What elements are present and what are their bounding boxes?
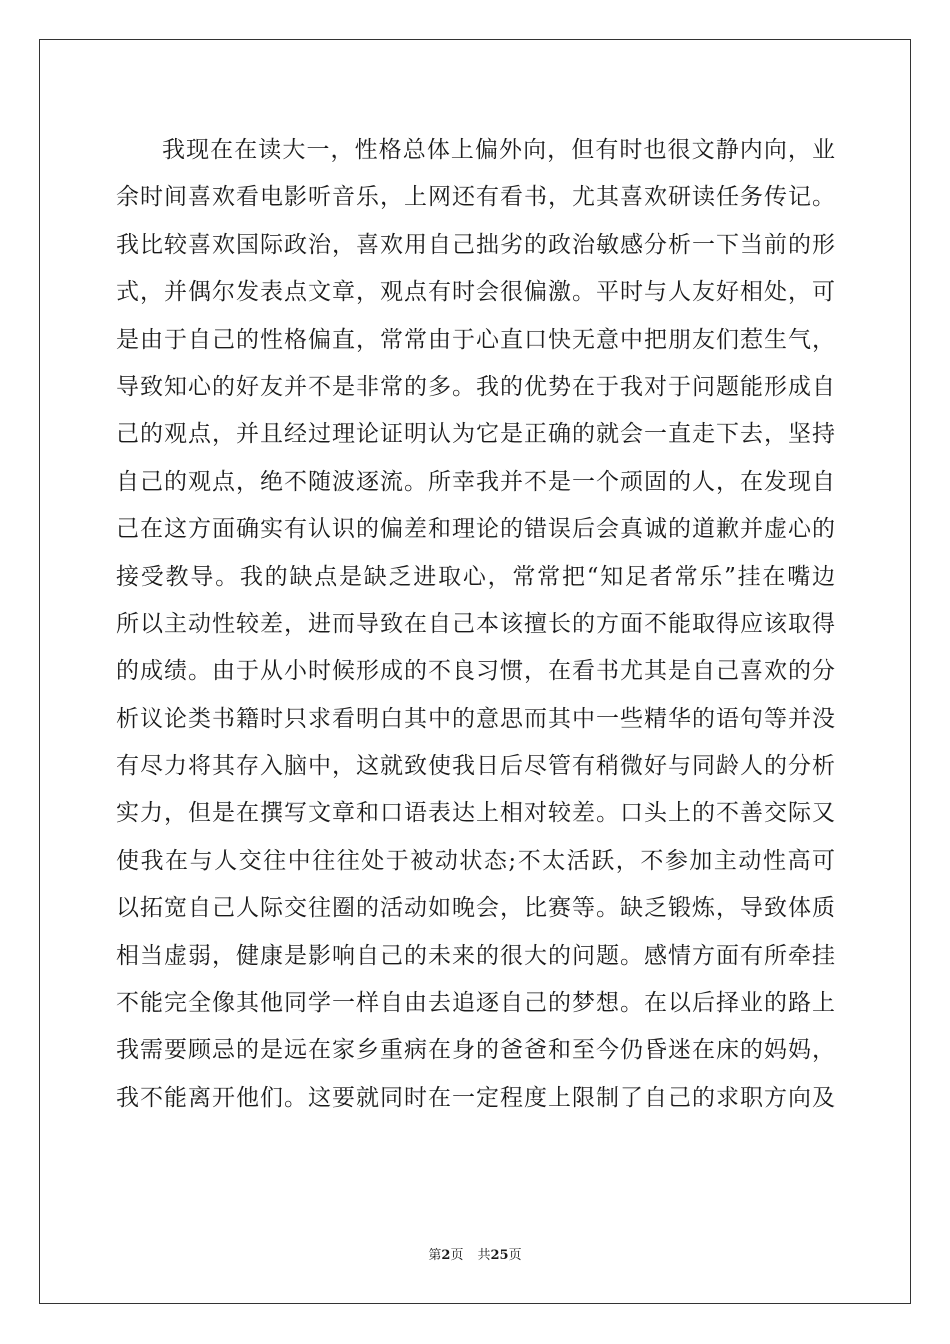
text-line: 相当虚弱，健康是影响自己的未来的很大的问题。感情方面有所牵挂	[116, 942, 836, 969]
text-line: 余时间喜欢看电影听音乐，上网还有看书，尤其喜欢研读任务传记。	[116, 184, 836, 211]
text-line: 自己的观点，绝不随波逐流。所幸我并不是一个顽固的人，在发现自	[116, 468, 836, 495]
total-suffix: 页	[508, 1248, 522, 1263]
text-line: 导致知心的好友并不是非常的多。我的优势在于我对于问题能形成自	[116, 373, 836, 400]
text-line: 己在这方面确实有认识的偏差和理论的错误后会真诚的道歉并虚心的	[116, 516, 836, 543]
body-text	[116, 127, 836, 1122]
text-line: 所以主动性较差，进而导致在自己本该擅长的方面不能取得应该取得	[116, 610, 836, 637]
text-line: 以拓宽自己人际交往圈的活动如晚会，比赛等。缺乏锻炼，导致体质	[116, 895, 836, 922]
page-footer	[0, 1244, 950, 1263]
text-line: 的成绩。由于从小时候形成的不良习惯，在看书尤其是自己喜欢的分	[116, 658, 836, 685]
total-pages: 25	[490, 1248, 509, 1263]
text-line: 我现在在读大一，性格总体上偏外向，但有时也很文静内向，业	[162, 137, 836, 163]
page-prefix: 第	[428, 1248, 442, 1263]
total-prefix: 共	[477, 1248, 491, 1263]
page-number: 2	[441, 1248, 451, 1263]
text-line: 接受教导。我的缺点是缺乏进取心，常常把“知足者常乐”挂在嘴边	[116, 563, 836, 590]
text-line: 我需要顾忌的是远在家乡重病在身的爸爸和至今仍昏迷在床的妈妈，	[116, 1037, 836, 1064]
page-suffix: 页	[450, 1248, 464, 1263]
text-line: 我比较喜欢国际政治，喜欢用自己拙劣的政治敏感分析一下当前的形	[116, 231, 836, 258]
text-line: 式，并偶尔发表点文章，观点有时会很偏激。平时与人友好相处，可	[116, 279, 836, 306]
text-line: 不能完全像其他同学一样自由去追逐自己的梦想。在以后择业的路上	[116, 990, 836, 1017]
text-line: 己的观点，并且经过理论证明认为它是正确的就会一直走下去，坚持	[116, 421, 836, 448]
text-line: 使我在与人交往中往往处于被动状态;不太活跃，不参加主动性高可	[116, 847, 836, 874]
text-line: 是由于自己的性格偏直，常常由于心直口快无意中把朋友们惹生气，	[116, 326, 836, 353]
text-line: 有尽力将其存入脑中，这就致使我日后尽管有稍微好与同龄人的分析	[116, 753, 836, 780]
text-line: 我不能离开他们。这要就同时在一定程度上限制了自己的求职方向及	[116, 1084, 836, 1111]
text-line: 实力，但是在撰写文章和口语表达上相对较差。口头上的不善交际又	[116, 800, 836, 827]
text-line: 析议论类书籍时只求看明白其中的意思而其中一些精华的语句等并没	[116, 705, 836, 732]
